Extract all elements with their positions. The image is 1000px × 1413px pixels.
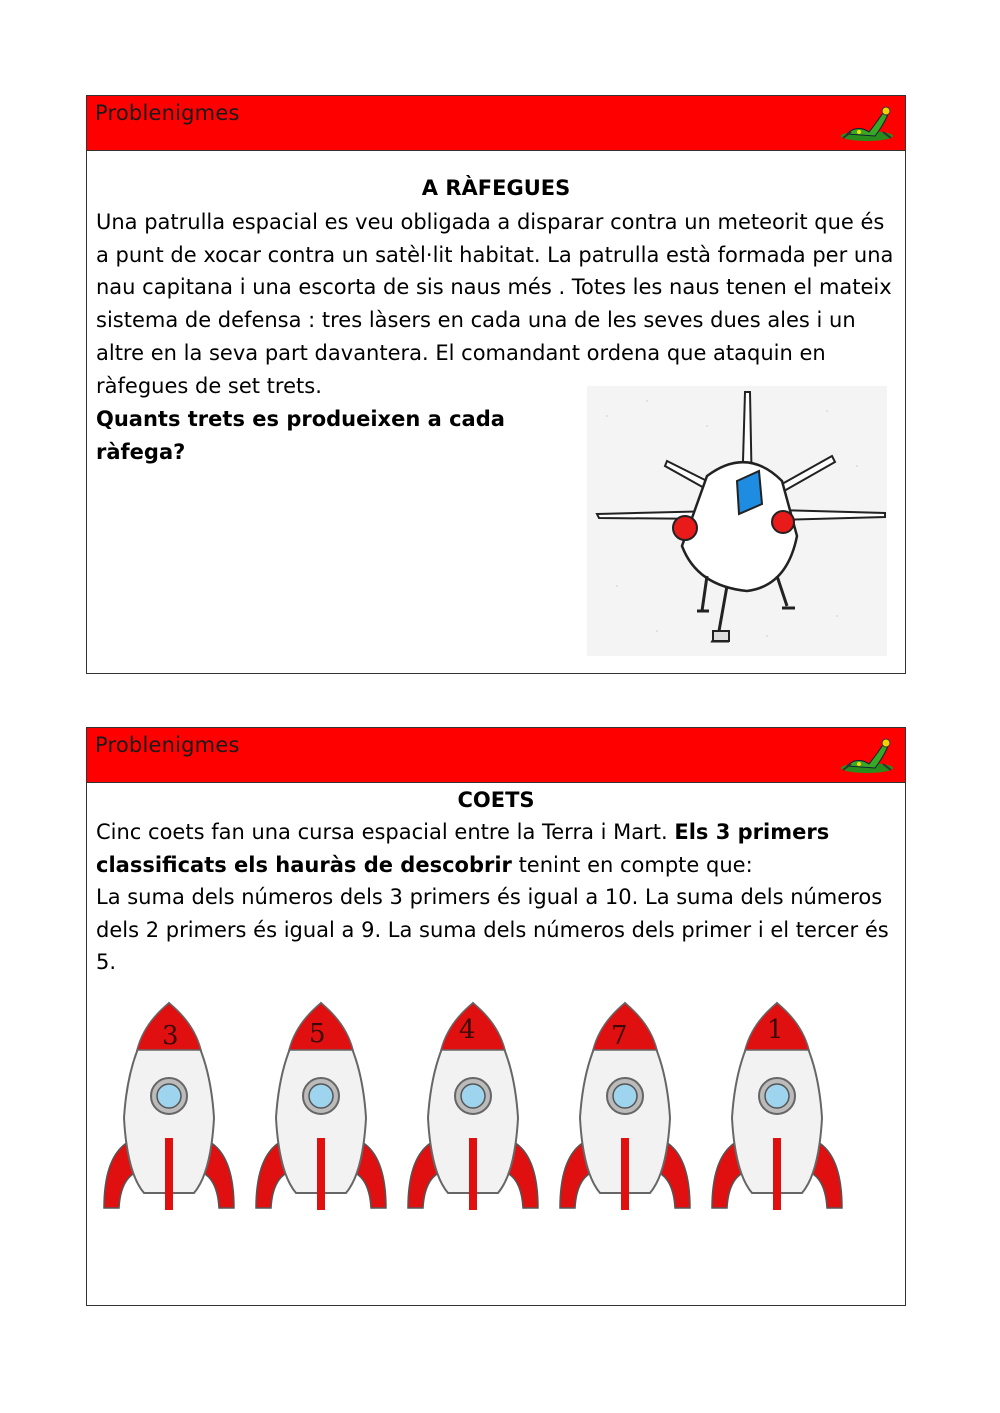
rocket-number: 5 (309, 1019, 326, 1049)
problenigmes-logo-icon (837, 102, 899, 146)
intro-tail: tenint en compte que: (518, 852, 753, 877)
problem-card-rafegues (86, 95, 906, 674)
spaceship-illustration (587, 386, 887, 656)
card-header (87, 728, 905, 783)
rocket-icon (560, 1003, 690, 1210)
rocket-number: 7 (611, 1021, 628, 1051)
rocket-icon (408, 1003, 538, 1210)
problem-title: COETS (457, 788, 535, 812)
intro-bold: Els 3 primers classificats els hauràs de descobrir (96, 820, 830, 877)
intro-plain: Cinc coets fan una cursa espacial entre la Terra i Mart. (96, 820, 668, 844)
rocket-icon (256, 1003, 386, 1210)
problem-intro (96, 816, 896, 881)
problem-conditions: La suma dels números dels 3 primers és igual a 10. La suma dels números dels 2 primers és igual a 9. La suma dels números dels primer i el tercer és 5. (96, 885, 889, 975)
problem-card-coets (86, 727, 906, 1306)
problem-text: Una patrulla espacial es veu obligada a disparar contra un meteorit que és a punt de xocar contra un satèl·lit habitat. La patrulla està formada per una nau capitana i una escorta de sis naus més . Totes les naus tenen el mateix sistema de defensa : tres làsers en cada una de les seves dues ales i un altre en la seva part davantera. El comandant ordena que ataquin en ràfegues de set trets. (96, 210, 894, 398)
brand-label: Problenigmes (95, 733, 240, 757)
problenigmes-logo-icon (837, 734, 899, 778)
problem-question: Quants trets es produeixen a cada ràfega? (96, 407, 505, 464)
rockets-row (99, 998, 859, 1218)
rocket-icon (104, 1003, 234, 1210)
rocket-number: 3 (162, 1021, 179, 1051)
problem-title: A RÀFEGUES (421, 176, 571, 200)
rocket-number: 4 (459, 1015, 476, 1045)
card-header (87, 96, 905, 151)
brand-label: Problenigmes (95, 101, 240, 125)
rocket-number: 1 (767, 1015, 784, 1045)
rocket-icon (712, 1003, 842, 1210)
